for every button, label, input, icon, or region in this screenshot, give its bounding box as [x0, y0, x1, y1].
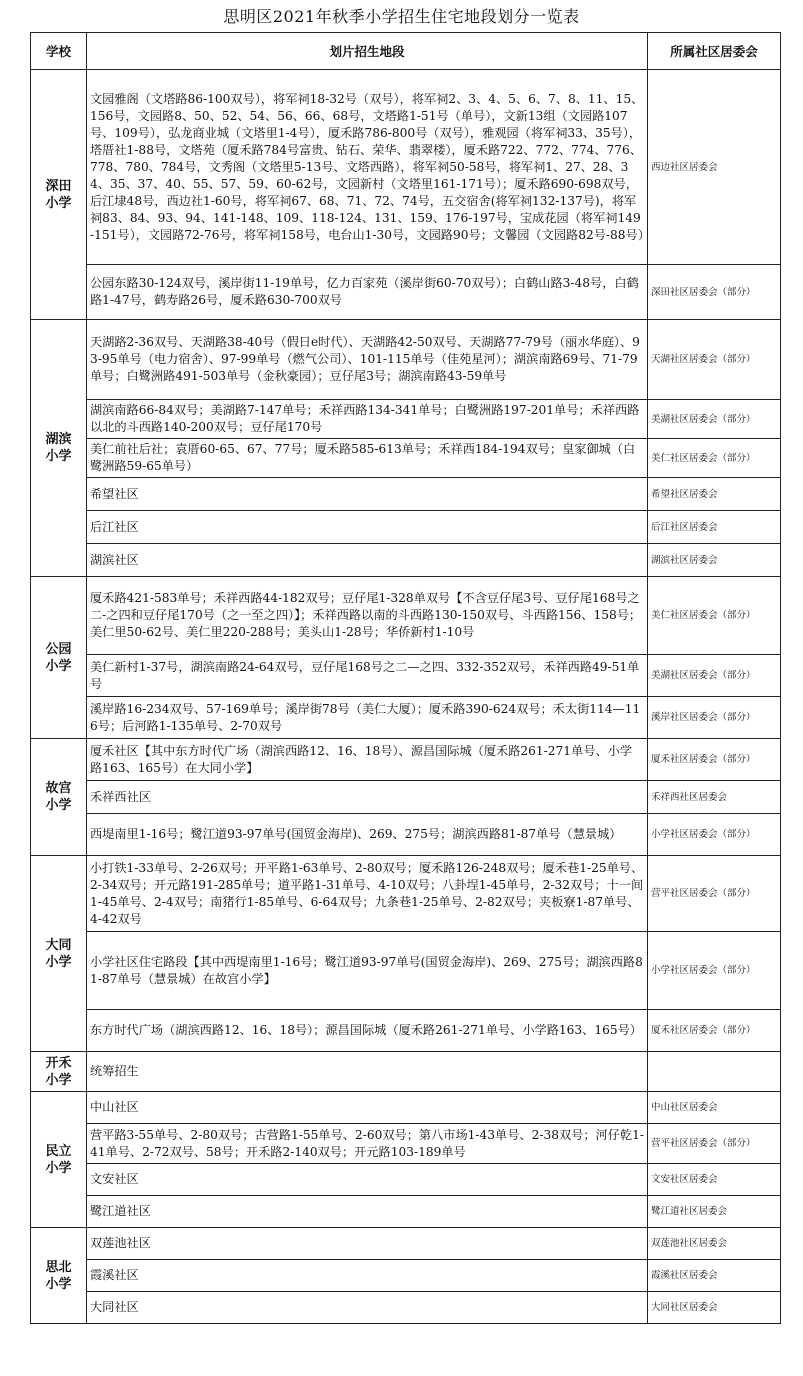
table-row	[31, 932, 781, 1010]
table-row	[31, 478, 781, 511]
community-cell: 湖滨社区居委会	[648, 544, 781, 577]
table-row	[31, 856, 781, 932]
community-cell: 天湖社区居委会（部分）	[648, 320, 781, 400]
community-cell: 大同社区居委会	[648, 1292, 781, 1324]
school-name: 故宫 小学	[31, 739, 87, 856]
table-row	[31, 1260, 781, 1292]
area-cell: 湖滨社区	[87, 544, 648, 577]
area-cell: 溪岸路16-234双号、57-169单号；溪岸街78号（美仁大厦）；厦禾路390-624双号；禾太街114—116号；后河路1-135单号、2-70双号	[87, 697, 648, 739]
header-school: 学校	[31, 33, 87, 70]
area-cell: 美仁前社后社；袁厝60-65、67、77号；厦禾路585-613单号；禾祥西184-194双号；皇家御城（白鹭洲路59-65单号）	[87, 439, 648, 478]
community-cell: 禾祥西社区居委会	[648, 781, 781, 814]
community-cell: 霞溪社区居委会	[648, 1260, 781, 1292]
community-cell: 深田社区居委会（部分）	[648, 265, 781, 320]
area-cell: 小学社区住宅路段【其中西堤南里1-16号；鹭江道93-97单号(国贸金海岸)、269、275号；湖滨西路81-87单号（慧景城）在故宫小学】	[87, 932, 648, 1010]
community-cell	[648, 1052, 781, 1092]
community-cell: 西边社区居委会	[648, 70, 781, 265]
table-header-row	[31, 33, 781, 70]
school-name: 深田 小学	[31, 70, 87, 320]
school-name: 民立 小学	[31, 1092, 87, 1228]
community-cell: 小学社区居委会（部分）	[648, 814, 781, 856]
table-body	[31, 70, 781, 1324]
community-cell: 美湖社区居委会（部分）	[648, 655, 781, 697]
community-cell: 双莲池社区居委会	[648, 1228, 781, 1260]
table-row	[31, 814, 781, 856]
table-row	[31, 577, 781, 655]
area-cell: 文园雅阁（文塔路86-100双号），将军祠18-32号（双号），将军祠2、3、4、5、6、7、8、11、15、156号，文园路8、50、52、54、56、66、68号，文塔路1-51号（单号），文新13组（文园路107号、109号），弘龙商业城（文塔里1-4号），厦禾路786-800号（双号），雅观园（将军祠33、35号），塔厝社1-88号，文塔苑（厦禾路784号富贵、钻石、荣华、翡翠楼），厦禾路722、772、774、776、778、780、784号，文秀阁（文塔里5-13号、文塔西路），将军祠50-58号，将军祠1、27、28、34、35、37、40、55、57、59、60-62号，文园新村（文塔里161-171号）；厦禾路690-698双号，后江埭48号，西边社1-60号，将军祠67、68、71、72、74号，五交宿舍(将军祠132-137号)，将军祠83、84、93、94、141-148、109、118-124、131、159、176-197号，宝成花园（将军祠149-151号），文园路72-76号，将军祠158号，电台山1-30号，文园路90号；文馨园（文园路82号-88号）	[87, 70, 648, 265]
area-cell: 西堤南里1-16号；鹭江道93-97单号(国贸金海岸)、269、275号；湖滨西路81-87单号（慧景城）	[87, 814, 648, 856]
table-row	[31, 544, 781, 577]
community-cell: 鹭江道社区居委会	[648, 1196, 781, 1228]
area-cell: 厦禾社区【其中东方时代广场（湖滨西路12、16、18号）、源昌国际城（厦禾路261-271单号、小学路163、165号）在大同小学】	[87, 739, 648, 781]
table-row	[31, 1052, 781, 1092]
table-row	[31, 439, 781, 478]
area-cell: 天湖路2-36双号、天湖路38-40号（假日e时代）、天湖路42-50双号、天湖路77-79号（丽水华庭）、93-95单号（电力宿舍）、97-99单号（燃气公司）、101-115单号（佳苑星河）；湖滨南路69号、71-79单号；白鹭洲路491-503单号（金秋豪园）；豆仔尾3号；湖滨南路43-59单号	[87, 320, 648, 400]
area-cell: 霞溪社区	[87, 1260, 648, 1292]
community-cell: 美湖社区居委会（部分）	[648, 400, 781, 439]
community-cell: 美仁社区居委会（部分）	[648, 439, 781, 478]
table-row	[31, 70, 781, 265]
school-name: 开禾 小学	[31, 1052, 87, 1092]
area-cell: 中山社区	[87, 1092, 648, 1124]
community-cell: 中山社区居委会	[648, 1092, 781, 1124]
table-row	[31, 655, 781, 697]
area-cell: 文安社区	[87, 1164, 648, 1196]
area-cell: 统筹招生	[87, 1052, 648, 1092]
table-row	[31, 1164, 781, 1196]
table-row	[31, 1228, 781, 1260]
area-cell: 东方时代广场（湖滨西路12、16、18号）；源昌国际城（厦禾路261-271单号、小学路163、165号）	[87, 1010, 648, 1052]
area-cell: 大同社区	[87, 1292, 648, 1324]
area-cell: 希望社区	[87, 478, 648, 511]
table-row	[31, 1092, 781, 1124]
table-row	[31, 1292, 781, 1324]
school-name: 思北 小学	[31, 1228, 87, 1324]
table-row	[31, 511, 781, 544]
community-cell: 营平社区居委会（部分）	[648, 856, 781, 932]
community-cell: 后江社区居委会	[648, 511, 781, 544]
community-cell: 希望社区居委会	[648, 478, 781, 511]
table-row	[31, 697, 781, 739]
community-cell: 溪岸社区居委会（部分）	[648, 697, 781, 739]
school-name: 公园 小学	[31, 577, 87, 739]
header-community: 所属社区居委会	[648, 33, 781, 70]
table-row	[31, 781, 781, 814]
community-cell: 文安社区居委会	[648, 1164, 781, 1196]
area-cell: 小打铁1-33单号、2-26双号；开平路1-63单号、2-80双号；厦禾路126-248双号；厦禾巷1-25单号、2-34双号；开元路191-285单号；道平路1-31单号、4-10双号；八卦埕1-45单号，2-32双号；十一间1-45单号、2-4双号；南猪行1-85单号、6-64双号；九条巷1-25单号、2-82双号；夹板寮1-87单号、4-42双号	[87, 856, 648, 932]
area-cell: 营平路3-55单号、2-80双号；古营路1-55单号、2-60双号；第八市场1-43单号、2-38双号；河仔乾1-41单号、2-72双号、58号；开禾路2-140双号；开元路103-189单号	[87, 1124, 648, 1164]
area-cell: 美仁新村1-37号，湖滨南路24-64双号，豆仔尾168号之二—之四、332-352双号，禾祥西路49-51单号	[87, 655, 648, 697]
area-cell: 鹭江道社区	[87, 1196, 648, 1228]
school-name: 大同 小学	[31, 856, 87, 1052]
table-row	[31, 1124, 781, 1164]
community-cell: 营平社区居委会（部分）	[648, 1124, 781, 1164]
area-cell: 湖滨南路66-84双号；美湖路7-147单号；禾祥西路134-341单号；白鹭洲路197-201单号；禾祥西路以北的斗西路140-200双号；豆仔尾170号	[87, 400, 648, 439]
area-cell: 后江社区	[87, 511, 648, 544]
community-cell: 小学社区居委会（部分）	[648, 932, 781, 1010]
area-cell: 双莲池社区	[87, 1228, 648, 1260]
area-cell: 禾祥西社区	[87, 781, 648, 814]
page-title: 思明区2021年秋季小学招生住宅地段划分一览表	[223, 7, 580, 26]
community-cell: 美仁社区居委会（部分）	[648, 577, 781, 655]
table-row	[31, 400, 781, 439]
table-row	[31, 1010, 781, 1052]
community-cell: 厦禾社区居委会（部分）	[648, 1010, 781, 1052]
table-row	[31, 265, 781, 320]
table-row	[31, 320, 781, 400]
table-row	[31, 739, 781, 781]
area-cell: 厦禾路421-583单号；禾祥西路44-182双号；豆仔尾1-328单双号【不含豆仔尾3号、豆仔尾168号之二-之四和豆仔尾170号（之一至之四）】；禾祥西路以南的斗西路130-150双号、斗西路156、158号；美仁里50-62号、美仁里220-288号；美头山1-28号；华侨新村1-10号	[87, 577, 648, 655]
school-name: 湖滨 小学	[31, 320, 87, 577]
header-area: 划片招生地段	[87, 33, 648, 70]
allocation-table	[30, 32, 781, 1324]
community-cell: 厦禾社区居委会（部分）	[648, 739, 781, 781]
area-cell: 公园东路30-124双号，溪岸街11-19单号，亿力百家苑（溪岸街60-70双号）；白鹤山路3-48号，白鹤路1-47号，鹤寿路26号，厦禾路630-700双号	[87, 265, 648, 320]
table-row	[31, 1196, 781, 1228]
